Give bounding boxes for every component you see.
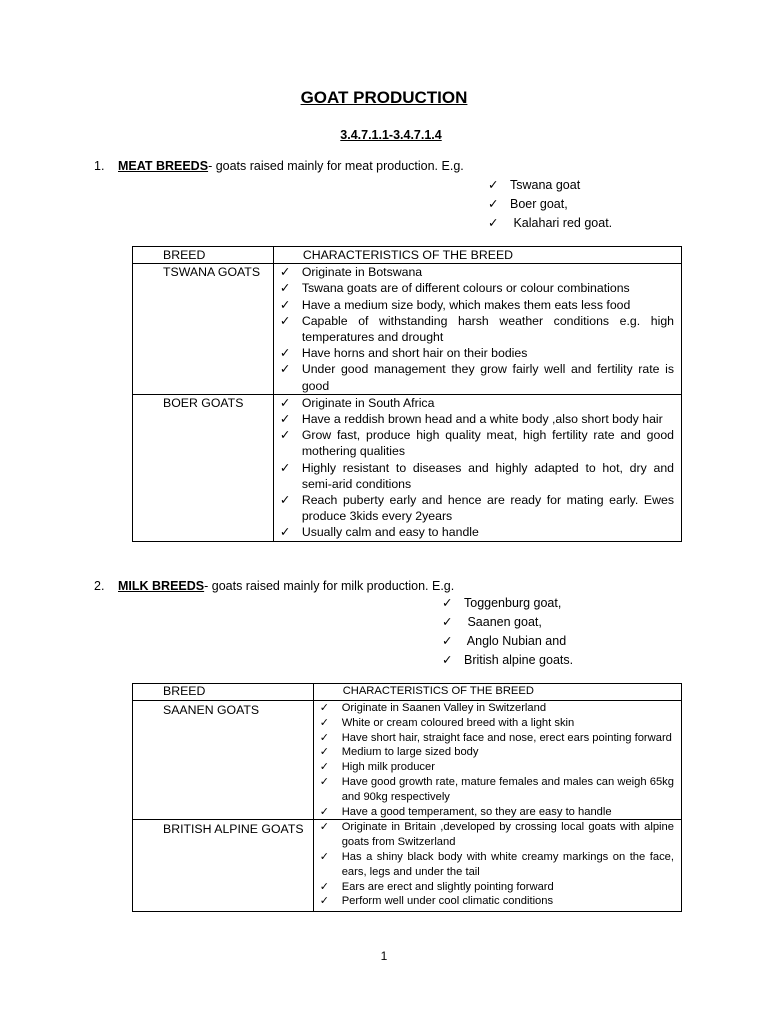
section-meat-breeds	[94, 158, 464, 174]
table-row	[133, 820, 682, 912]
breed-name: TSWANA GOATS	[133, 264, 274, 395]
table-header: CHARACTERISTICS OF THE BREED	[313, 684, 681, 701]
list-item: ✓ Perform well under cool climatic conditions	[320, 894, 674, 909]
list-item: ✓ High milk producer	[320, 760, 674, 775]
list-item: ✓ Originate in Britain ,developed by crossing local goats with alpine goats from Switzerland	[320, 820, 674, 850]
list-item: ✓ Toggenburg goat,	[442, 594, 573, 613]
list-item: ✓ Originate in Botswana	[280, 264, 674, 280]
breed-characteristics	[313, 701, 681, 820]
checkmark-icon: ✓	[442, 634, 453, 648]
list-item: ✓ Ears are erect and slightly pointing forward	[320, 880, 674, 895]
page-title: GOAT PRODUCTION	[300, 88, 468, 107]
section-number: 1.	[94, 159, 105, 173]
meat-examples-list	[488, 176, 612, 233]
breed-characteristics	[273, 264, 681, 395]
table-header-row	[133, 247, 682, 264]
section-heading: MILK BREEDS	[118, 579, 205, 593]
table-row	[133, 701, 682, 820]
page-number: 1	[380, 949, 388, 963]
checkmark-icon: ✓	[442, 653, 453, 667]
list-item: ✓ Have a reddish brown head and a white body ,also short body hair	[280, 411, 674, 427]
list-item: ✓ Originate in Saanen Valley in Switzerland	[320, 701, 674, 716]
list-item: ✓ Usually calm and easy to handle	[280, 524, 674, 540]
meat-breeds-table	[132, 246, 682, 542]
list-item: ✓ Have a good temperament, so they are easy to handle	[320, 805, 674, 820]
section-milk-breeds	[94, 578, 454, 594]
table-header-row	[133, 684, 682, 701]
list-item: ✓ White or cream coloured breed with a light skin	[320, 716, 674, 731]
checkmark-icon: ✓	[488, 178, 499, 192]
list-item: ✓ Originate in South Africa	[280, 395, 674, 411]
list-item: ✓ Has a shiny black body with white creamy markings on the face, ears, legs and under the tail	[320, 850, 674, 880]
checkmark-icon: ✓	[488, 216, 499, 230]
checkmark-icon: ✓	[442, 615, 453, 629]
table-header: CHARACTERISTICS OF THE BREED	[273, 247, 681, 264]
list-item: ✓ Kalahari red goat.	[488, 214, 612, 233]
table-header: BREED	[133, 684, 314, 701]
breed-name: SAANEN GOATS	[133, 701, 314, 820]
breed-name: BOER GOATS	[133, 394, 274, 541]
breed-characteristics	[313, 820, 681, 912]
list-item: ✓ Anglo Nubian and	[442, 632, 573, 651]
table-header: BREED	[133, 247, 274, 264]
table-row	[133, 264, 682, 395]
list-item: ✓ Have horns and short hair on their bodies	[280, 345, 674, 361]
list-item: ✓ Highly resistant to diseases and highly adapted to hot, dry and semi-arid conditions	[280, 460, 674, 492]
checkmark-icon: ✓	[442, 596, 453, 610]
list-item: ✓ Grow fast, produce high quality meat, high fertility rate and good mothering qualities	[280, 427, 674, 459]
section-heading: MEAT BREEDS	[118, 159, 209, 173]
list-item: ✓ Reach puberty early and hence are ready for mating early. Ewes produce 3kids every 2years	[280, 492, 674, 524]
list-item: ✓ Have short hair, straight face and nose, erect ears pointing forward	[320, 731, 674, 746]
section-text: - goats raised mainly for meat production. E.g.	[208, 159, 464, 173]
breed-name: BRITISH ALPINE GOATS	[133, 820, 314, 912]
section-number: 2.	[94, 579, 105, 593]
section-text: - goats raised mainly for milk production. E.g.	[204, 579, 455, 593]
list-item: ✓ Tswana goat	[488, 176, 612, 195]
list-item: ✓ Have good growth rate, mature females and males can weigh 65kg and 90kg respectively	[320, 775, 674, 805]
list-item: ✓ Medium to large sized body	[320, 745, 674, 760]
table-row	[133, 394, 682, 541]
list-item: ✓ Saanen goat,	[442, 613, 573, 632]
section-code: 3.4.7.1.1-3.4.7.1.4	[340, 128, 442, 142]
list-item: ✓ Tswana goats are of different colours or colour combinations	[280, 280, 674, 296]
list-item: ✓ Have a medium size body, which makes them eats less food	[280, 297, 674, 313]
list-item: ✓ British alpine goats.	[442, 651, 573, 670]
breed-characteristics	[273, 394, 681, 541]
list-item: ✓ Boer goat,	[488, 195, 612, 214]
milk-examples-list	[442, 594, 573, 670]
checkmark-icon: ✓	[488, 197, 499, 211]
list-item: ✓ Under good management they grow fairly well and fertility rate is good	[280, 361, 674, 393]
list-item: ✓ Capable of withstanding harsh weather conditions e.g. high temperatures and drought	[280, 313, 674, 345]
milk-breeds-table	[132, 683, 682, 912]
